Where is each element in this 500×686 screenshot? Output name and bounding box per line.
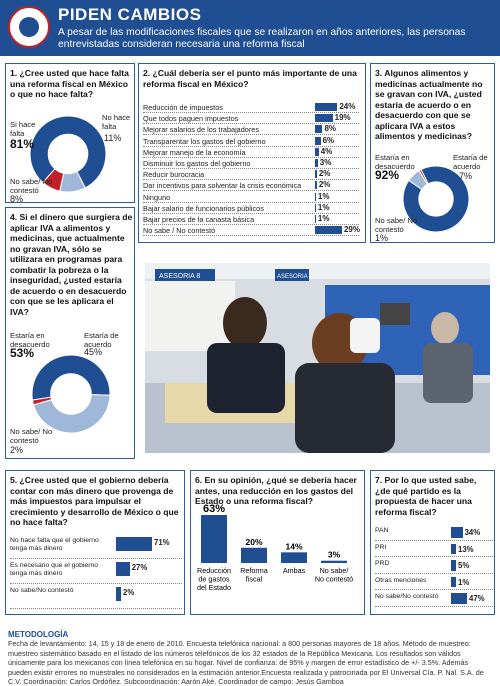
q7-bar-chart xyxy=(375,525,493,613)
q5-panel xyxy=(5,470,185,615)
q6-column xyxy=(241,548,267,563)
q7-value-label: 47% xyxy=(469,594,485,603)
q7-row xyxy=(375,591,493,608)
q5-category-label: No hace falta que el gobierno tenga más dinero xyxy=(10,537,99,552)
header xyxy=(0,0,500,56)
q2-bar xyxy=(315,226,342,234)
q7-bar xyxy=(451,593,467,604)
q7-bar xyxy=(451,544,456,555)
photo-sign-2: ASESORIA 9 xyxy=(277,274,313,280)
q7-value-label: 34% xyxy=(464,528,481,537)
q3-question: 3. Algunos alimentos y medicinas actualmente no se gravan con IVA, ¿usted estaría de acuerdo o en desacuerdo con que se aplicara IVA a estos alimentos y medicinas? xyxy=(375,68,483,141)
q5-category-label: No sabe/No contestó xyxy=(10,587,74,594)
q5-row-divider xyxy=(10,558,182,559)
q7-bar xyxy=(451,527,463,538)
q2-category-label: Mejorar salarios de los trabajadores xyxy=(143,125,259,135)
q7-row xyxy=(375,575,493,592)
q2-bar xyxy=(315,215,316,223)
q2-row xyxy=(143,225,360,236)
q6-category-label: Reducción xyxy=(197,566,231,575)
q4-panel xyxy=(5,207,135,459)
q2-category-label: Que todos paguen impuestos xyxy=(143,114,239,124)
q3-des-label: Estaría en desacuerdo xyxy=(375,153,415,171)
methodology-title: METODOLOGÍA xyxy=(8,630,69,639)
q7-category-label: No sabe/No contestó xyxy=(375,593,439,600)
q2-value-label: 1% xyxy=(317,214,330,223)
q3-panel xyxy=(370,63,495,243)
q7-value-label: 1% xyxy=(458,577,470,587)
q2-row xyxy=(143,192,353,202)
q7-row-divider xyxy=(375,589,493,590)
q2-category-label: No sabe / No contestó xyxy=(143,226,216,236)
q1-ns-value: 8% xyxy=(10,194,24,204)
q2-bar xyxy=(315,159,318,167)
q2-panel xyxy=(138,63,366,243)
q6-category-label: No sabe/ xyxy=(319,566,349,575)
q2-category-label: Ninguno xyxy=(143,192,171,202)
q2-row xyxy=(143,113,353,123)
q7-row-divider xyxy=(375,540,493,541)
q7-category-label: PRD xyxy=(375,560,390,567)
q2-value-label: 24% xyxy=(339,102,356,111)
q7-row xyxy=(375,525,493,542)
q1-panel xyxy=(5,63,135,203)
q1-no-label: No hace falta xyxy=(102,113,131,131)
office-photo xyxy=(145,263,490,453)
q1-question: 1. ¿Cree usted que hace falta una reforma fiscal en México o que no hace falta? xyxy=(10,68,129,99)
q7-bar xyxy=(451,560,456,571)
q2-row xyxy=(143,203,353,213)
q2-value-label: 1% xyxy=(317,191,330,201)
q6-category-label: fiscal xyxy=(245,574,263,584)
q6-category-label: de gastos xyxy=(198,574,230,584)
q2-category-label: Reducción de impuestos xyxy=(143,103,223,112)
q2-bar xyxy=(315,137,321,145)
q4-question: 4. Si el dinero que surgiera de aplicar IVA a alimentos y medicinas, que actualmente no gravan IVA, sólo se utilizara en programas para combatir la pobreza o la inseguridad, ¿usted estaría de acuerdo o en desacuerdo con que se les aplicara el IVA? xyxy=(10,212,133,317)
q7-category-label: PRI xyxy=(375,543,387,551)
q5-bar xyxy=(116,587,121,601)
q7-row-divider xyxy=(375,556,493,557)
office-scene-illustration xyxy=(145,263,490,453)
q6-category-label: Reforma xyxy=(240,566,268,575)
q7-row-divider xyxy=(375,573,493,574)
q6-column xyxy=(281,552,307,563)
q7-panel xyxy=(370,470,495,615)
q2-bar xyxy=(315,181,317,189)
q3-ac-value: 7% xyxy=(459,171,473,181)
q2-bar xyxy=(315,114,333,122)
q2-bar xyxy=(315,148,319,156)
q7-value-label: 5% xyxy=(458,561,470,570)
q2-row-divider xyxy=(143,235,359,236)
q6-column xyxy=(321,561,347,563)
q5-value-label: 27% xyxy=(131,563,148,572)
q5-row xyxy=(10,585,182,610)
q1-ns-label: No sabe/ No contestó xyxy=(10,177,53,195)
q4-slice-0 xyxy=(32,355,110,400)
q6-column-chart xyxy=(193,503,363,613)
q2-value-label: 2% xyxy=(318,180,331,190)
q6-category-label: Ambas xyxy=(282,566,306,575)
page-title: PIDEN CAMBIOS xyxy=(58,5,202,24)
q2-bar xyxy=(315,204,316,212)
q2-bar xyxy=(315,193,316,201)
q2-row xyxy=(143,214,353,224)
q2-row xyxy=(143,180,353,190)
methodology-text: Fecha de levantamiento: 14, 15 y 18 de enero de 2010. Encuesta telefónica nacional: a 800 personas mayores de 18 años. Método de muestreo: muestreo sistemático basado en el listado de los números telefónicos de los 32 estados de la República Mexicana. Los resultados son válidos únicamente para los mexicanos con línea telefónica en su hogar. Nivel de confianza: de 95% y margen de error estadístico de +/- 3.5%. Además pueden existir errores no muestrales no considerados en la estimación anterior.Encuesta realizada y patrocinada por El Universal Cía. P. Nal. S.A. de C.V. Coordinación: Carlos Ordóñez. Subcoordinación: Aarón Aké. Coordinador de campo: Jesús Gamboa xyxy=(8,639,484,686)
q6-category-label: del Estado xyxy=(197,583,231,592)
q5-bar-chart xyxy=(10,535,182,613)
q5-bar xyxy=(116,537,152,551)
q2-bar xyxy=(315,170,317,178)
q7-row-divider xyxy=(375,606,493,607)
q2-row xyxy=(143,158,353,168)
q4-ac-value: 45% xyxy=(84,347,103,357)
q3-ns-value: 1% xyxy=(375,233,389,243)
q2-value-label: 2% xyxy=(318,169,331,179)
photo-sign-1: ASESORIA 8 xyxy=(159,273,201,280)
q2-category-label: Bajar precios de la canasta básica xyxy=(143,215,255,224)
q4-des-label: Estaría en desacuerdo xyxy=(10,331,50,349)
q2-value-label: 3% xyxy=(319,158,332,167)
q2-category-label: Dar incentivos para solventar la crisis económica xyxy=(143,181,302,191)
q7-question: 7. Por lo que usted sabe, ¿de qué partido es la propuesta de hacer una reforma fiscal? xyxy=(375,475,477,517)
q2-value-label: 6% xyxy=(322,135,335,145)
q6-value-label: 63% xyxy=(202,503,226,515)
q7-category-label: Otras menciones xyxy=(375,576,427,584)
q7-row xyxy=(375,542,493,559)
q7-row xyxy=(375,558,493,575)
q2-row xyxy=(143,169,353,179)
q2-category-label: Transparentar los gastos del gobierno xyxy=(143,136,266,146)
q2-category-label: Bajar salario de funcionarios públicos xyxy=(143,203,264,213)
q6-panel xyxy=(190,470,365,615)
q4-ns-value: 2% xyxy=(10,445,24,455)
q1-si-value: 81% xyxy=(10,137,35,151)
q5-value-label: 71% xyxy=(154,538,170,547)
q6-value-label: 14% xyxy=(285,541,303,552)
q4-ac-label: Estaría de acuerdo xyxy=(84,331,119,349)
q4-des-value: 53% xyxy=(10,346,35,360)
q5-row xyxy=(10,535,182,560)
q6-value-label: 20% xyxy=(245,536,263,547)
methodology xyxy=(8,630,493,686)
q7-value-label: 13% xyxy=(458,544,474,554)
q2-value-label: 19% xyxy=(334,113,351,123)
q5-row-divider xyxy=(10,583,182,584)
q2-category-label: Disminuir los gastos del gobierno xyxy=(143,159,251,168)
q6-question: 6. En su opinión, ¿qué se debería hacer antes, una reducción en los gastos del Estado o una reforma fiscal? xyxy=(195,475,357,506)
q5-value-label: 2% xyxy=(123,588,135,597)
q2-value-label: 1% xyxy=(317,202,330,212)
q2-question: 2. ¿Cuál debería ser el punto más importante de una reforma fiscal en México? xyxy=(143,68,357,89)
q2-value-label: 4% xyxy=(320,146,333,156)
q2-bar xyxy=(315,103,337,111)
q4-donut-chart xyxy=(30,353,112,435)
q2-value-label: 8% xyxy=(324,124,336,134)
q2-category-label: Mejorar manejo de la economía xyxy=(143,147,246,157)
q7-bar xyxy=(451,577,456,588)
q2-value-label: 29% xyxy=(343,225,360,235)
q3-ac-label: Estaría de acuerdo xyxy=(453,153,488,171)
q2-bar xyxy=(315,125,322,133)
q2-row xyxy=(143,124,353,134)
q5-category-label: Es necesario que el gobierno tenga más dinero xyxy=(10,562,99,577)
q5-row xyxy=(10,560,182,585)
q2-row xyxy=(143,147,353,157)
q1-no-value: 11% xyxy=(104,133,122,143)
q5-question: 5. ¿Cree usted que el gobierno debería contar con más dinero que provenga de más impuestos para impulsar el crecimiento y desarrollo de México o que no hace falta? xyxy=(10,475,179,527)
q2-row xyxy=(143,102,356,112)
q2-bar-chart xyxy=(143,102,359,237)
q2-row xyxy=(143,136,353,146)
q6-column xyxy=(201,515,227,563)
q1-si-label: Si hace falta xyxy=(10,120,36,138)
newspaper-logo-icon xyxy=(8,6,50,48)
q6-value-label: 3% xyxy=(327,549,341,560)
q5-bar xyxy=(116,562,130,576)
q3-des-value: 92% xyxy=(375,168,400,182)
q6-category-label: No contestó xyxy=(314,574,354,584)
q7-category-label: PAN xyxy=(375,527,389,534)
q2-category-label: Reducir burocracia xyxy=(143,170,205,180)
q5-row-divider xyxy=(10,608,182,609)
q4-ns-label: No sabe/ No contestó xyxy=(10,427,53,445)
q3-ns-label: No sabe/ No contestó xyxy=(375,216,418,234)
page-subtitle: A pesar de las modificaciones fiscales que se realizaron en años anteriores, las personas entrevistadas consideran necesaria una reforma fiscal xyxy=(58,27,466,50)
